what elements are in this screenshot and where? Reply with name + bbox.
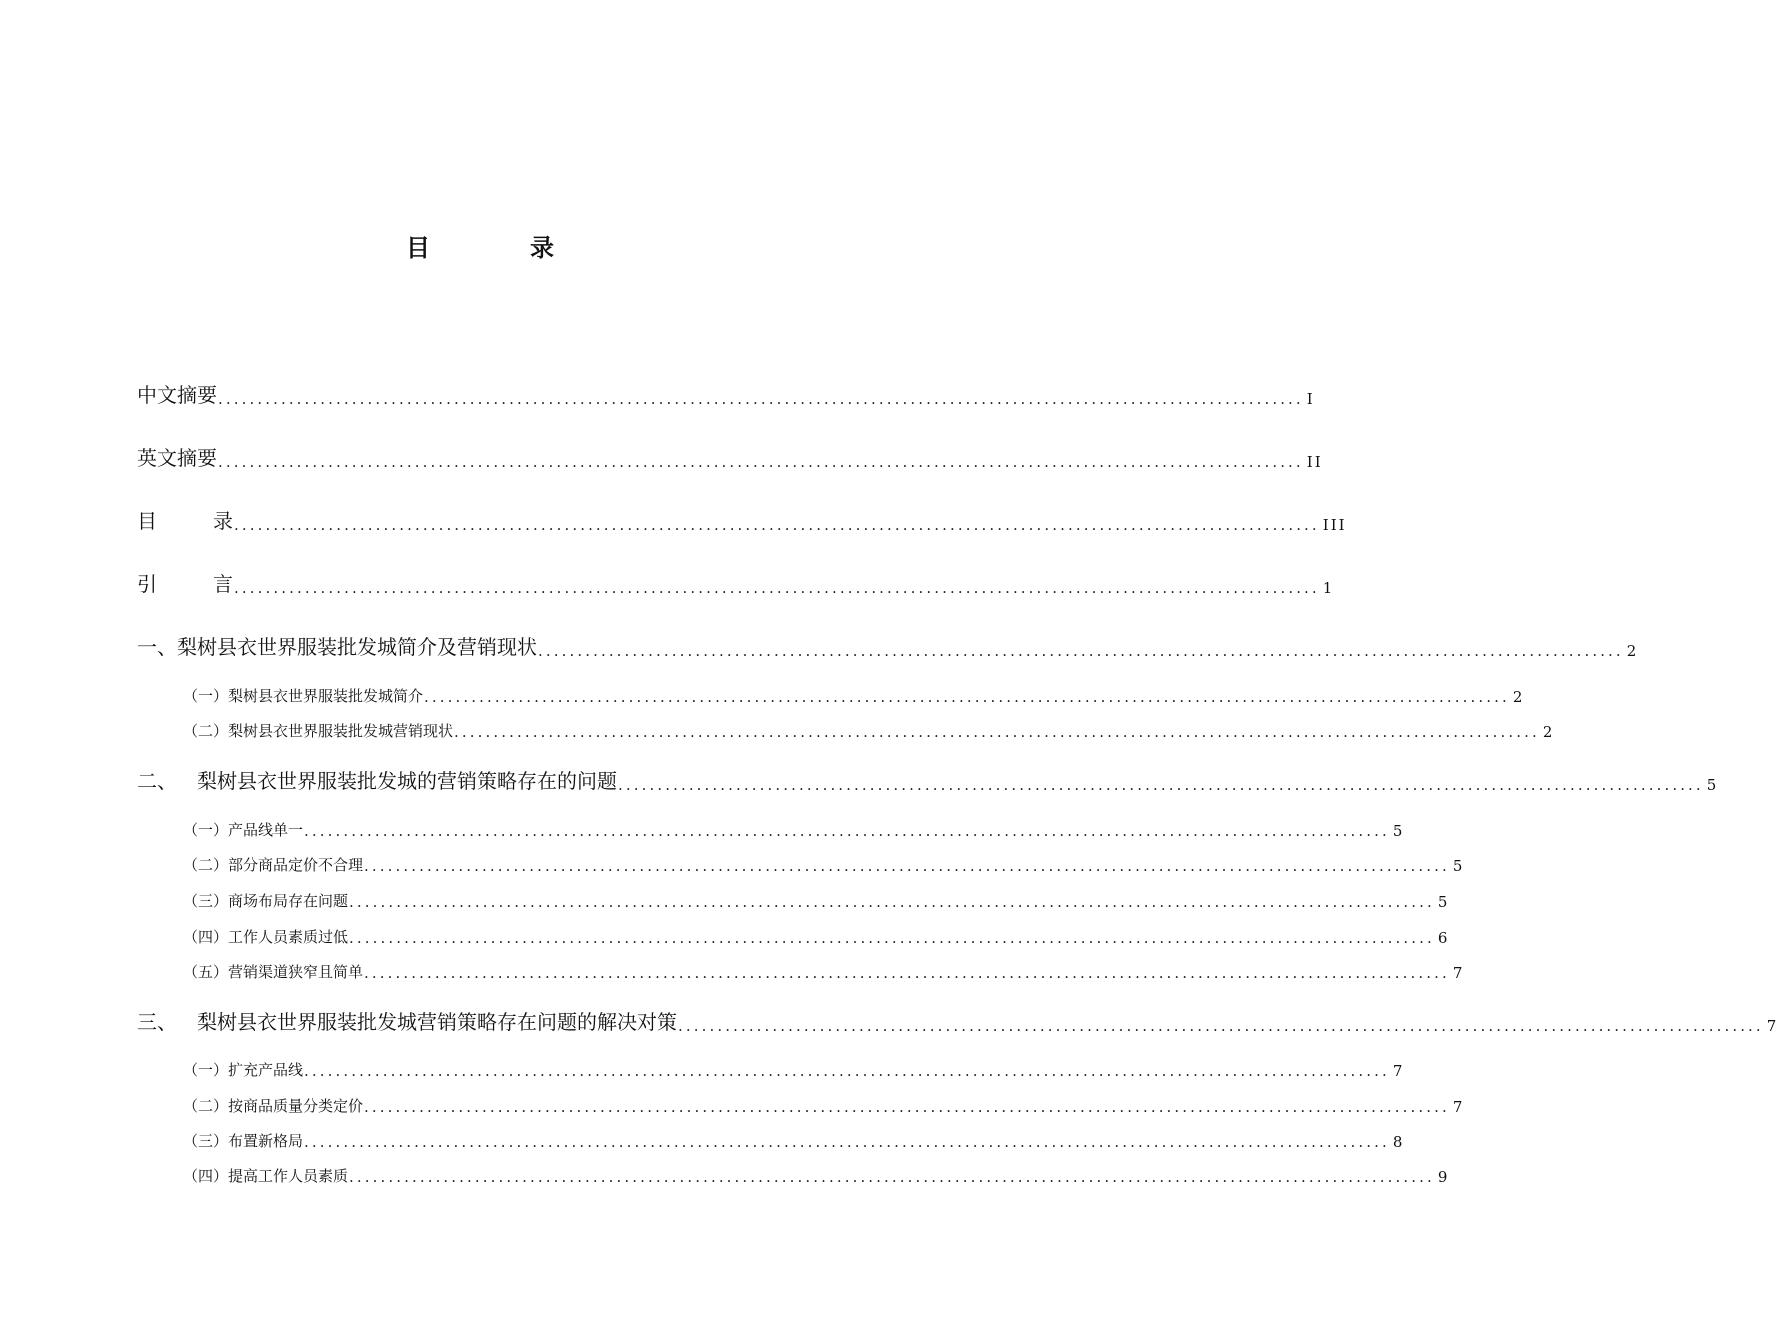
toc-page-number: 2: [1542, 723, 1555, 741]
toc-entry-contents[interactable]: [137, 504, 1347, 534]
toc-entry-label: （一）扩充产品线: [183, 1061, 304, 1079]
toc-entry-label: （五）营销渠道狭窄且简单: [183, 963, 364, 981]
toc-section-2-5[interactable]: [183, 960, 1465, 982]
toc-page-number: II: [1306, 453, 1323, 471]
toc-entry-label: 目录: [137, 509, 233, 533]
toc-leader-dots: ..........................................................................................................................................: [538, 642, 1624, 660]
toc-chapter-number: 二、: [137, 769, 177, 793]
toc-leader-dots: ..........................................................................................................................................: [618, 776, 1704, 794]
page-title: 目 录: [406, 234, 592, 262]
toc-entry-label: （一）梨树县衣世界服装批发城简介: [183, 687, 424, 705]
toc-leader-dots: ..........................................................................................................................................: [364, 964, 1450, 982]
toc-leader-dots: ..........................................................................................................................................: [234, 579, 1320, 597]
toc-entry-label: 中文摘要: [137, 383, 217, 407]
toc-entry-label: 梨树县衣世界服装批发城的营销策略存在的问题: [197, 769, 617, 793]
toc-chapter-2[interactable]: [137, 764, 1719, 794]
toc-leader-dots: ..........................................................................................................................................: [364, 1098, 1450, 1116]
toc-entry-label: （四）工作人员素质过低: [183, 928, 349, 946]
toc-entry-label: （二）按商品质量分类定价: [183, 1097, 364, 1115]
toc-entry-label: 梨树县衣世界服装批发城营销策略存在问题的解决对策: [197, 1010, 677, 1034]
toc-entry-label: （三）布置新格局: [183, 1132, 304, 1150]
toc-leader-dots: ..........................................................................................................................................: [349, 1168, 1435, 1186]
toc-page-number: 1: [1322, 579, 1335, 597]
toc-section-1-1[interactable]: [183, 684, 1525, 706]
toc-page-number: 7: [1452, 1098, 1465, 1116]
toc-leader-dots: ..........................................................................................................................................: [678, 1017, 1764, 1035]
toc-page-number: 7: [1766, 1017, 1778, 1035]
toc-entry-label: （二）梨树县衣世界服装批发城营销现状: [183, 722, 454, 740]
toc-entry-english-abstract[interactable]: [137, 441, 1323, 471]
toc-entry-introduction[interactable]: [137, 567, 1335, 597]
toc-entry-label: 梨树县衣世界服装批发城简介及营销现状: [177, 635, 537, 659]
toc-chapter-number: 一、: [137, 635, 177, 659]
toc-leader-dots: ..........................................................................................................................................: [304, 1062, 1390, 1080]
toc-chapter-3[interactable]: [137, 1005, 1778, 1035]
toc-leader-dots: ..........................................................................................................................................: [304, 1133, 1390, 1151]
toc-page-number: 5: [1452, 857, 1465, 875]
toc-chapter-1[interactable]: [137, 630, 1639, 660]
toc-page-number: 5: [1392, 822, 1405, 840]
toc-page-number: I: [1306, 390, 1315, 408]
toc-leader-dots: ..........................................................................................................................................: [218, 390, 1304, 408]
toc-page-number: 6: [1437, 929, 1450, 947]
toc-section-3-1[interactable]: [183, 1058, 1405, 1080]
toc-leader-dots: ..........................................................................................................................................: [349, 893, 1435, 911]
toc-entry-label: （四）提高工作人员素质: [183, 1167, 349, 1185]
toc-leader-dots: ..........................................................................................................................................: [424, 688, 1510, 706]
toc-entry-label: （二）部分商品定价不合理: [183, 856, 364, 874]
toc-page-number: 9: [1437, 1168, 1450, 1186]
toc-entry-label: 引言: [137, 572, 233, 596]
toc-page-number: III: [1322, 516, 1347, 534]
toc-leader-dots: ..........................................................................................................................................: [304, 822, 1390, 840]
toc-section-2-4[interactable]: [183, 925, 1450, 947]
toc-section-2-3[interactable]: [183, 889, 1450, 911]
toc-page-number: 8: [1392, 1133, 1405, 1151]
toc-section-3-3[interactable]: [183, 1129, 1405, 1151]
toc-page-number: 5: [1706, 776, 1719, 794]
toc-page-number: 2: [1512, 688, 1525, 706]
toc-chapter-heading: [137, 631, 537, 660]
toc-page-number: 7: [1392, 1062, 1405, 1080]
toc-section-1-2[interactable]: [183, 719, 1555, 741]
toc-leader-dots: ..........................................................................................................................................: [218, 453, 1304, 471]
toc-chapter-heading: [137, 1006, 677, 1035]
toc-chapter-number: 三、: [137, 1010, 177, 1034]
toc-entry-label: （三）商场布局存在问题: [183, 892, 349, 910]
toc-entry-chinese-abstract[interactable]: [137, 378, 1315, 408]
toc-page-number: 2: [1626, 642, 1639, 660]
toc-chapter-heading: [137, 765, 617, 794]
toc-page-number: 7: [1452, 964, 1465, 982]
toc-section-3-4[interactable]: [183, 1164, 1450, 1186]
toc-section-2-2[interactable]: [183, 853, 1465, 875]
toc-leader-dots: ..........................................................................................................................................: [349, 929, 1435, 947]
toc-leader-dots: ..........................................................................................................................................: [234, 516, 1320, 534]
toc-section-3-2[interactable]: [183, 1094, 1465, 1116]
toc-entry-label: 英文摘要: [137, 446, 217, 470]
toc-entry-label: （一）产品线单一: [183, 821, 304, 839]
toc-page-number: 5: [1437, 893, 1450, 911]
toc-leader-dots: ..........................................................................................................................................: [454, 723, 1540, 741]
toc-leader-dots: ..........................................................................................................................................: [364, 857, 1450, 875]
toc-section-2-1[interactable]: [183, 818, 1405, 840]
